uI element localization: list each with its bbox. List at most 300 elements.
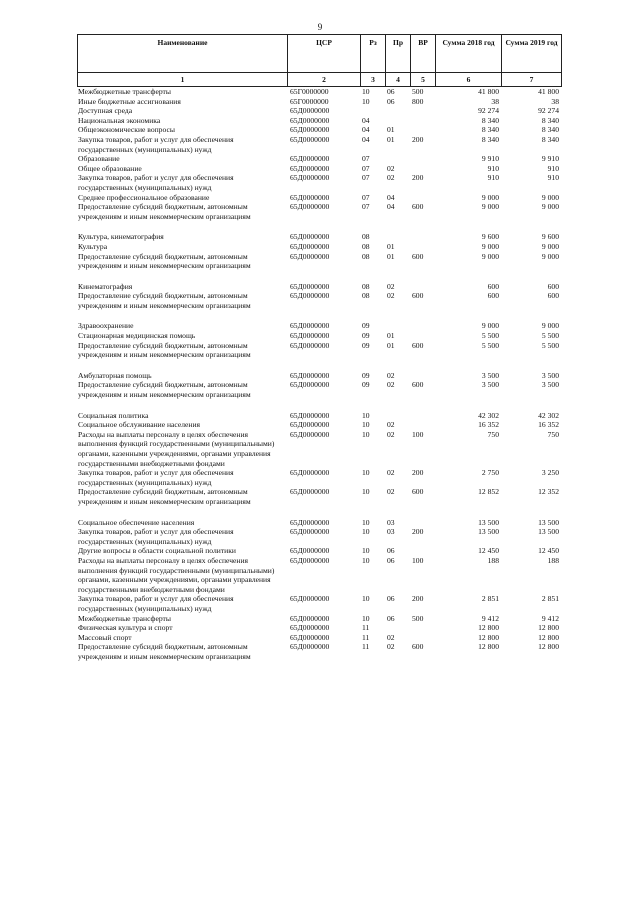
row-sum-2018: 600 [487, 281, 499, 291]
row-sum-2018: 8 340 [481, 134, 499, 144]
row-rz: 10 [362, 613, 370, 623]
table-row [77, 546, 561, 556]
row-sum-2018: 16 352 [478, 420, 499, 430]
row-sum-2018: 910 [487, 163, 499, 173]
row-vr: 200 [412, 134, 424, 144]
row-name: Предоставление субсидий бюджетным, автономным учреждениям и иным некоммерческим организациям [78, 251, 251, 271]
row-csr: 65Д0000000 [290, 134, 330, 144]
header-rz: Рз [361, 35, 386, 73]
table-row [77, 556, 561, 594]
row-name: Межбюджетные трансферты [78, 613, 171, 623]
row-vr: 100 [412, 555, 424, 565]
row-name: Культура, кинематография [78, 232, 164, 242]
row-name: Расходы на выплаты персоналу в целях обеспечения выполнения функций государственными (муниципальными) органами, казенными учреждениями, органами управления государственными внебюджетными фондами [78, 555, 275, 594]
row-spacer-cell [77, 400, 561, 411]
row-sum-2019: 42 302 [538, 410, 559, 420]
row-sum-2019: 5 500 [541, 331, 559, 341]
row-name: Физическая культура и спорт [78, 623, 173, 633]
row-name: Доступная среда [78, 106, 133, 116]
row-sum-2018: 9 000 [481, 321, 499, 331]
table-row [77, 518, 561, 528]
row-sum-2018: 12 852 [478, 487, 499, 497]
table-row [77, 430, 561, 468]
row-sum-2018: 3 500 [481, 380, 499, 390]
row-sum-2018: 9 000 [481, 251, 499, 261]
row-pr: 02 [387, 173, 395, 183]
row-sum-2019: 12 352 [538, 487, 559, 497]
row-pr: 02 [387, 291, 395, 301]
row-csr: 65Д0000000 [290, 281, 330, 291]
row-name: Межбюджетные трансферты [78, 87, 171, 96]
row-spacer [77, 360, 561, 371]
table-row [77, 594, 561, 613]
column-number: 7 [502, 73, 562, 87]
table-row [77, 420, 561, 430]
table-row [77, 527, 561, 546]
row-pr: 01 [387, 134, 395, 144]
row-vr: 500 [412, 613, 424, 623]
row-rz: 07 [362, 154, 370, 164]
row-sum-2019: 13 500 [538, 527, 559, 537]
row-pr: 02 [387, 487, 395, 497]
row-rz: 11 [362, 642, 370, 652]
row-csr: 65Д0000000 [290, 420, 330, 430]
row-name: Закупка товаров, работ и услуг для обеспечения государственных (муниципальных) нужд [78, 173, 234, 192]
row-pr: 04 [387, 192, 395, 202]
row-sum-2018: 3 500 [481, 370, 499, 380]
row-rz: 07 [362, 192, 370, 202]
row-name: Культура [78, 241, 108, 251]
row-rz: 08 [362, 251, 370, 261]
row-vr [410, 282, 435, 292]
row-sum-2019: 9 000 [541, 321, 559, 331]
table-row [77, 468, 561, 487]
row-sum-2018: 38 [491, 96, 499, 106]
row-pr: 06 [387, 546, 395, 556]
row-pr: 02 [387, 420, 395, 430]
row-spacer [77, 221, 561, 232]
table-row [77, 116, 561, 126]
column-number: 2 [288, 73, 361, 87]
table-row [77, 411, 561, 421]
budget-table [77, 87, 561, 661]
row-sum-2019: 2 851 [541, 594, 559, 604]
row-rz: 09 [362, 331, 370, 341]
table-row [77, 321, 561, 331]
row-sum-2018: 5 500 [481, 331, 499, 341]
row-name: Предоставление субсидий бюджетным, автономным учреждениям и иным некоммерческим организациям [78, 202, 251, 221]
row-rz: 09 [362, 340, 370, 350]
row-name: Кинематография [78, 281, 133, 291]
table-row [77, 232, 561, 242]
table-row [77, 371, 561, 381]
table-row [77, 125, 561, 135]
table-row [77, 380, 561, 399]
budget-table-body [77, 87, 561, 661]
row-sum-2018: 600 [487, 291, 499, 301]
row-csr: 65Д0000000 [290, 340, 330, 350]
row-rz: 10 [362, 546, 370, 556]
page-number: 9 [317, 22, 323, 32]
row-vr [410, 546, 435, 556]
row-csr: 65Д0000000 [290, 202, 330, 212]
row-name: Массовый спорт [78, 632, 132, 642]
row-vr [410, 371, 435, 381]
row-name: Предоставление субсидий бюджетным, автономным учреждениям и иным некоммерческим организациям [78, 340, 251, 360]
row-sum-2018: 2 851 [481, 594, 499, 604]
table-row [77, 242, 561, 252]
row-spacer [77, 271, 561, 282]
row-sum-2019: 8 340 [541, 125, 559, 135]
row-csr: 65Д0000000 [290, 380, 330, 390]
row-pr [385, 154, 410, 164]
row-rz: 07 [362, 173, 370, 183]
row-csr: 65Д0000000 [290, 613, 330, 623]
row-name: Предоставление субсидий бюджетным, автономным учреждениям и иным некоммерческим организациям [78, 380, 251, 400]
row-rz: 10 [362, 527, 370, 537]
row-vr [410, 242, 435, 252]
row-vr [410, 232, 435, 242]
row-csr: 65Д0000000 [290, 370, 330, 380]
row-name: Закупка товаров, работ и услуг для обеспечения государственных (муниципальных) нужд [78, 527, 234, 546]
row-spacer-cell [77, 310, 561, 321]
row-name: Стационарная медицинская помощь [78, 331, 196, 341]
row-csr: 65Д0000000 [290, 555, 330, 565]
row-csr: 65Д0000000 [290, 163, 330, 173]
row-pr: 06 [387, 555, 395, 565]
table-row [77, 202, 561, 221]
table-row [77, 487, 561, 506]
row-pr: 02 [387, 380, 395, 390]
row-rz: 10 [362, 96, 370, 106]
row-vr [410, 116, 435, 126]
header-sum-2018: Сумма 2018 год [436, 35, 502, 73]
row-csr: 65Д0000000 [290, 106, 330, 116]
row-vr [410, 411, 435, 421]
row-csr: 65Д0000000 [290, 232, 330, 242]
row-rz: 09 [362, 370, 370, 380]
header-name: Наименование [78, 35, 288, 73]
table-row [77, 331, 561, 341]
row-csr: 65Д0000000 [290, 642, 330, 652]
row-vr: 600 [412, 642, 424, 652]
row-rz: 07 [362, 163, 370, 173]
row-sum-2018: 13 500 [478, 517, 499, 527]
row-vr: 800 [412, 96, 424, 106]
row-rz: 07 [362, 202, 370, 212]
row-vr [410, 106, 435, 116]
table-header [77, 34, 562, 87]
row-sum-2019: 8 340 [541, 115, 559, 125]
row-sum-2018: 9 000 [481, 241, 499, 251]
row-sum-2019: 8 340 [541, 134, 559, 144]
row-rz: 04 [362, 125, 370, 135]
row-csr: 65Д0000000 [290, 468, 330, 478]
table-row [77, 193, 561, 203]
row-name: Национальная экономика [78, 115, 161, 125]
row-csr: 65Д0000000 [290, 429, 330, 439]
row-sum-2019: 12 450 [538, 546, 559, 556]
row-sum-2019: 12 800 [538, 642, 559, 652]
row-name: Среднее профессиональное образование [78, 192, 210, 202]
row-sum-2019: 3 500 [541, 380, 559, 390]
row-rz: 08 [362, 281, 370, 291]
row-pr [385, 116, 410, 126]
row-name: Социальная политика [78, 410, 149, 420]
row-sum-2019: 9 000 [541, 192, 559, 202]
row-csr: 65Д0000000 [290, 632, 330, 642]
row-csr: 65Д0000000 [290, 173, 330, 183]
row-name: Общее образование [78, 163, 142, 173]
row-rz [360, 106, 385, 116]
row-csr: 65Д0000000 [290, 487, 330, 497]
row-sum-2019: 9 000 [541, 241, 559, 251]
row-csr: 65Г0000000 [290, 87, 329, 96]
row-rz: 09 [362, 380, 370, 390]
row-sum-2019: 188 [547, 555, 559, 565]
row-pr: 02 [387, 642, 395, 652]
row-sum-2019: 9 000 [541, 251, 559, 261]
row-rz: 04 [362, 115, 370, 125]
row-vr: 600 [412, 340, 424, 350]
row-name: Закупка товаров, работ и услуг для обеспечения государственных (муниципальных) нужд [78, 468, 234, 487]
row-vr: 200 [412, 468, 424, 478]
row-csr: 65Д0000000 [290, 192, 330, 202]
row-rz: 10 [362, 594, 370, 604]
table-row [77, 154, 561, 164]
row-name: Социальное обеспечение населения [78, 517, 195, 527]
row-vr: 200 [412, 173, 424, 183]
table-row [77, 282, 561, 292]
row-name: Образование [78, 154, 120, 164]
row-spacer-cell [77, 507, 561, 518]
table-row [77, 252, 561, 271]
row-spacer [77, 310, 561, 321]
row-rz: 08 [362, 291, 370, 301]
row-pr: 06 [387, 613, 395, 623]
row-pr: 03 [387, 527, 395, 537]
table-row [77, 87, 561, 97]
row-pr: 03 [387, 517, 395, 527]
column-number: 4 [386, 73, 411, 87]
row-vr: 500 [412, 87, 424, 96]
table-row [77, 291, 561, 310]
row-sum-2018: 8 340 [481, 115, 499, 125]
row-csr: 65Д0000000 [290, 594, 330, 604]
row-rz: 11 [362, 632, 370, 642]
row-csr: 65Д0000000 [290, 321, 330, 331]
column-number: 5 [411, 73, 436, 87]
row-pr: 02 [387, 370, 395, 380]
row-sum-2018: 9 412 [481, 613, 499, 623]
row-sum-2018: 5 500 [481, 340, 499, 350]
row-rz: 11 [362, 623, 370, 633]
column-number: 1 [78, 73, 288, 87]
column-number: 3 [361, 73, 386, 87]
table-row [77, 623, 561, 633]
row-name: Расходы на выплаты персоналу в целях обеспечения выполнения функций государственными (муниципальными) органами, казенными учреждениями, органами управления государственными внебюджетными фондами [78, 429, 275, 468]
row-name: Социальное обслуживание населения [78, 420, 201, 430]
row-name: Закупка товаров, работ и услуг для обеспечения государственных (муниципальных) нужд [78, 134, 234, 154]
row-pr: 02 [387, 429, 395, 439]
row-vr [410, 633, 435, 643]
row-name: Здравоохранение [78, 321, 134, 331]
header-sum-2019: Сумма 2019 год [502, 35, 562, 73]
row-pr [385, 321, 410, 331]
header-vr: ВР [411, 35, 436, 73]
row-pr: 01 [387, 340, 395, 350]
row-sum-2018: 92 274 [478, 106, 499, 116]
row-csr: 65Д0000000 [290, 291, 330, 301]
row-name: Иные бюджетные ассигнования [78, 96, 181, 106]
table-row [77, 164, 561, 174]
row-sum-2019: 12 800 [538, 623, 559, 633]
row-sum-2018: 910 [487, 173, 499, 183]
row-sum-2018: 9 000 [481, 202, 499, 212]
row-csr: 65Д0000000 [290, 241, 330, 251]
row-pr: 01 [387, 125, 395, 135]
row-pr: 02 [387, 163, 395, 173]
table-row [77, 173, 561, 192]
column-number: 6 [436, 73, 502, 87]
row-rz: 04 [362, 134, 370, 144]
row-sum-2018: 2 750 [481, 468, 499, 478]
row-csr: 65Д0000000 [290, 331, 330, 341]
row-pr: 06 [387, 96, 395, 106]
row-sum-2019: 13 500 [538, 517, 559, 527]
row-sum-2018: 12 800 [478, 642, 499, 652]
row-vr [410, 420, 435, 430]
row-vr [410, 518, 435, 528]
row-vr: 100 [412, 429, 424, 439]
row-csr: 65Д0000000 [290, 546, 330, 556]
row-spacer [77, 507, 561, 518]
row-sum-2019: 600 [547, 291, 559, 301]
row-vr [410, 331, 435, 341]
row-csr: 65Д0000000 [290, 517, 330, 527]
row-sum-2018: 8 340 [481, 125, 499, 135]
row-vr: 200 [412, 594, 424, 604]
row-sum-2018: 9 600 [481, 232, 499, 242]
row-spacer-cell [77, 271, 561, 282]
row-sum-2018: 12 800 [478, 632, 499, 642]
row-pr: 02 [387, 281, 395, 291]
table-row [77, 614, 561, 624]
header-pr: Пр [386, 35, 411, 73]
row-name: Другие вопросы в области социальной политики [78, 546, 236, 556]
row-vr [410, 623, 435, 633]
row-csr: 65Д0000000 [290, 125, 330, 135]
table-row [77, 106, 561, 116]
row-sum-2019: 9 412 [541, 613, 559, 623]
row-csr: 65Г0000000 [290, 96, 329, 106]
row-vr: 600 [412, 202, 424, 212]
row-sum-2018: 750 [487, 429, 499, 439]
row-pr: 02 [387, 468, 395, 478]
row-sum-2018: 188 [487, 555, 499, 565]
row-sum-2019: 12 800 [538, 632, 559, 642]
row-rz: 10 [362, 410, 370, 420]
row-sum-2019: 750 [547, 429, 559, 439]
row-name: Общеэкономические вопросы [78, 125, 175, 135]
row-name: Предоставление субсидий бюджетным, автономным учреждениям и иным некоммерческим организациям [78, 291, 251, 310]
row-name: Закупка товаров, работ и услуг для обеспечения государственных (муниципальных) нужд [78, 594, 234, 613]
table-row [77, 633, 561, 643]
row-pr [385, 623, 410, 633]
header-csr: ЦСР [288, 35, 361, 73]
row-vr [410, 321, 435, 331]
row-sum-2019: 9 000 [541, 202, 559, 212]
row-sum-2019: 910 [547, 173, 559, 183]
row-sum-2018: 12 450 [478, 546, 499, 556]
row-sum-2019: 910 [547, 163, 559, 173]
table-row [77, 135, 561, 154]
row-vr: 600 [412, 291, 424, 301]
row-pr [385, 411, 410, 421]
row-sum-2019: 16 352 [538, 420, 559, 430]
row-pr: 06 [387, 87, 395, 96]
row-sum-2018: 13 500 [478, 527, 499, 537]
row-pr: 04 [387, 202, 395, 212]
row-name: Предоставление субсидий бюджетным, автономным учреждениям и иным некоммерческим организациям [78, 642, 251, 661]
row-vr [410, 125, 435, 135]
row-pr: 01 [387, 251, 395, 261]
row-rz: 08 [362, 232, 370, 242]
row-sum-2019: 3 250 [541, 468, 559, 478]
row-vr: 200 [412, 527, 424, 537]
row-vr: 600 [412, 251, 424, 261]
row-csr: 65Д0000000 [290, 410, 330, 420]
row-rz: 10 [362, 468, 370, 478]
row-pr [385, 106, 410, 116]
row-vr [410, 164, 435, 174]
row-csr: 65Д0000000 [290, 115, 330, 125]
table-row [77, 642, 561, 661]
row-sum-2019: 92 274 [538, 106, 559, 116]
row-vr [410, 154, 435, 164]
row-vr [410, 193, 435, 203]
row-spacer [77, 400, 561, 411]
row-rz: 10 [362, 420, 370, 430]
row-sum-2019: 3 500 [541, 370, 559, 380]
row-pr: 01 [387, 241, 395, 251]
row-vr: 600 [412, 380, 424, 390]
row-rz: 09 [362, 321, 370, 331]
row-rz: 10 [362, 429, 370, 439]
row-csr: 65Д0000000 [290, 154, 330, 164]
row-sum-2019: 41 800 [538, 87, 559, 96]
row-pr: 01 [387, 331, 395, 341]
row-vr: 600 [412, 487, 424, 497]
row-csr: 65Д0000000 [290, 623, 330, 633]
row-csr: 65Д0000000 [290, 527, 330, 537]
row-rz: 10 [362, 487, 370, 497]
row-sum-2019: 9 910 [541, 154, 559, 164]
table-row [77, 341, 561, 360]
row-rz: 08 [362, 241, 370, 251]
row-rz: 10 [362, 87, 370, 96]
row-pr [385, 232, 410, 242]
table-row [77, 97, 561, 107]
row-rz: 10 [362, 517, 370, 527]
row-sum-2019: 600 [547, 281, 559, 291]
row-csr: 65Д0000000 [290, 251, 330, 261]
row-spacer-cell [77, 221, 561, 232]
row-name: Предоставление субсидий бюджетным, автономным учреждениям и иным некоммерческим организациям [78, 487, 251, 506]
row-sum-2018: 9 910 [481, 154, 499, 164]
row-sum-2018: 41 800 [478, 87, 499, 96]
row-name: Амбулаторная помощь [78, 370, 152, 380]
